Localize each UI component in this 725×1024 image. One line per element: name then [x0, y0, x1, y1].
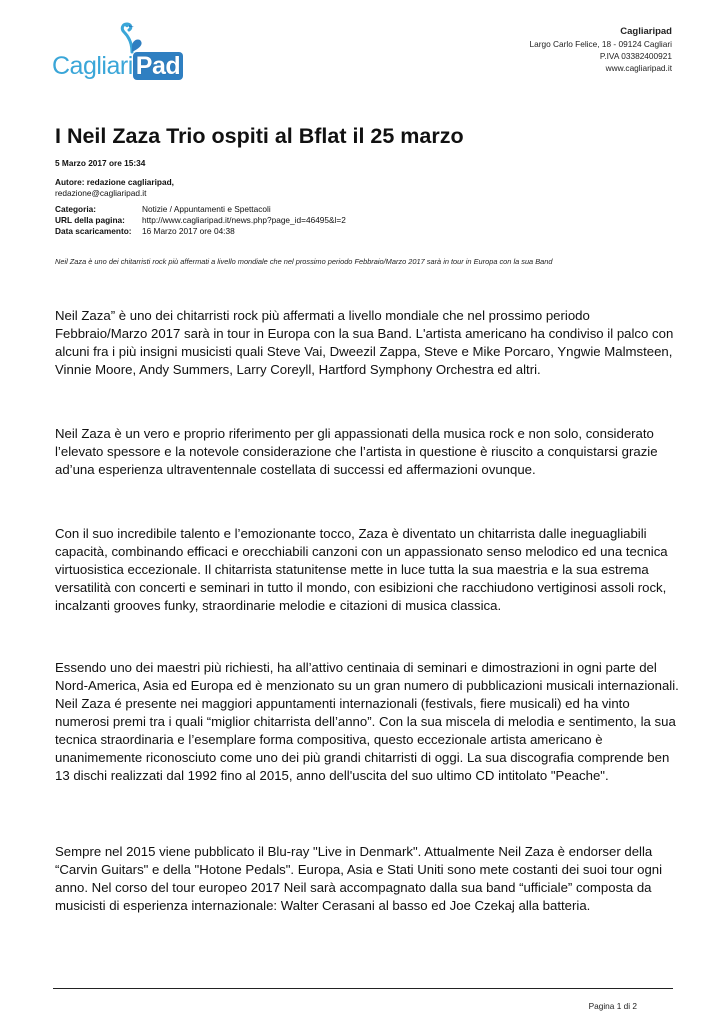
- logo: [52, 22, 192, 84]
- article-date: 5 Marzo 2017 ore 15:34: [55, 158, 146, 168]
- info-value: Notizie / Appuntamenti e Spettacoli: [142, 204, 271, 214]
- info-row-download-date: [55, 226, 346, 237]
- article-paragraph: Neil Zaza è un vero e proprio riferimento per gli appassionati della musica rock e non solo, considerato l’elevato spessore e la notevole considerazione che l’artista in questione è riuscito a conquistarsi grazie ad’una esperienza ultraventennale costellata di successi ed affermazioni ovunque.: [55, 426, 658, 477]
- page-number: Pagina 1 di 2: [588, 1001, 637, 1011]
- company-name: Cagliaripad: [620, 26, 672, 37]
- company-vat: P.IVA 03382400921: [599, 51, 672, 61]
- flamingo-icon: [110, 22, 150, 54]
- article-paragraph: Neil Zaza” è uno dei chitarristi rock più affermati a livello mondiale che nel prossimo periodo Febbraio/Marzo 2017 sarà in tour in Europa con la sua Band. L'artista americano ha condiviso il palco con alcuni fra i più insigni musicisti quali Steve Vai, Dweezil Zappa, Steve e Mike Porcaro, Yngwie Malmsteen, Vinnie Moore, Andy Summers, Larry Coreyll, Hartford Symphony Orchestra ed altri.: [55, 308, 674, 377]
- article-author: [55, 177, 174, 199]
- company-info: [529, 26, 672, 74]
- info-row-url: [55, 215, 346, 226]
- article-paragraph: Sempre nel 2015 viene pubblicato il Blu-ray "Live in Denmark". Attualmente Neil Zaza è endorser della “Carvin Guitars" e della "Hotone Pedals". Europa, Asia e Stati Uniti sono mete costanti dei suoi tour ogni anno. Nel corso del tour europeo 2017 Neil sarà accompagnato dalla sua band “ufficiale” composta da musicisti di esperienza internazionale: Walter Cerasani al basso ed Joe Czekaj alla batteria.: [55, 844, 663, 913]
- logo-text-part2: Pad: [133, 52, 183, 80]
- author-email[interactable]: redazione@cagliaripad.it: [55, 188, 147, 198]
- logo-wordmark: [52, 52, 183, 81]
- logo-text-part1: Cagliari: [52, 52, 133, 80]
- article-paragraph: Essendo uno dei maestri più richiesti, ha all’attivo centinaia di seminari e dimostrazioni in ogni parte del Nord-America, Asia ed Europa ed è menzionato su un gran numero di pubblicazioni musicali internazionali. Neil Zaza é presente nei maggiori appuntamenti internazionali (festivals, fiere musicali) ed ha vinto numerosi premi tra i quali “miglior chitarrista dell’anno”. Con la sua miscela di melodia e sentimento, la sua tecnica straordinaria e l’esemplare forma compositiva, questo eccezionale artista americano è unanimemente riconosciuto come uno dei più grandi chitarristi di oggi. La sua discografia comprende ben 13 dischi realizzati dal 1992 fino al 2015, anno dell'uscita del suo ultimo CD intitolato "Peache".: [55, 660, 679, 783]
- company-address: Largo Carlo Felice, 18 - 09124 Cagliari: [529, 39, 672, 49]
- info-key: Categoria:: [55, 204, 97, 214]
- info-value-url[interactable]: http://www.cagliaripad.it/news.php?page_id=46495&l=2: [142, 215, 346, 225]
- info-value: 16 Marzo 2017 ore 04:38: [142, 226, 235, 236]
- article-info: [55, 204, 346, 237]
- info-key: URL della pagina:: [55, 215, 125, 225]
- author-label: Autore: redazione cagliaripad,: [55, 177, 174, 187]
- page-title: I Neil Zaza Trio ospiti al Bflat il 25 marzo: [55, 124, 464, 148]
- article-paragraph: Con il suo incredibile talento e l’emozionante tocco, Zaza è diventato un chitarrista dalle ineguagliabili capacità, combinando efficaci e orecchiabili canzoni con un appassionato senso melodico ed una tecnica virtuosistica eccezionale. Il chitarrista statunitense mette in luce tutta la sua maestria e la sua estrema versatilità con concerti e seminari in tutto il mondo, con esibizioni che racchiudono vertiginosi assoli rock, incalzanti grooves funky, straordinarie melodie e citazioni di musica classica.: [55, 526, 668, 613]
- footer-divider: [53, 988, 673, 989]
- info-key: Data scaricamento:: [55, 226, 132, 236]
- info-row-category: [55, 204, 346, 215]
- article-summary: Neil Zaza è uno dei chitarristi rock più affermati a livello mondiale che nel prossimo periodo Febbraio/Marzo 2017 sarà in tour in Europa con la sua Band: [55, 257, 553, 266]
- company-website[interactable]: www.cagliaripad.it: [605, 63, 672, 73]
